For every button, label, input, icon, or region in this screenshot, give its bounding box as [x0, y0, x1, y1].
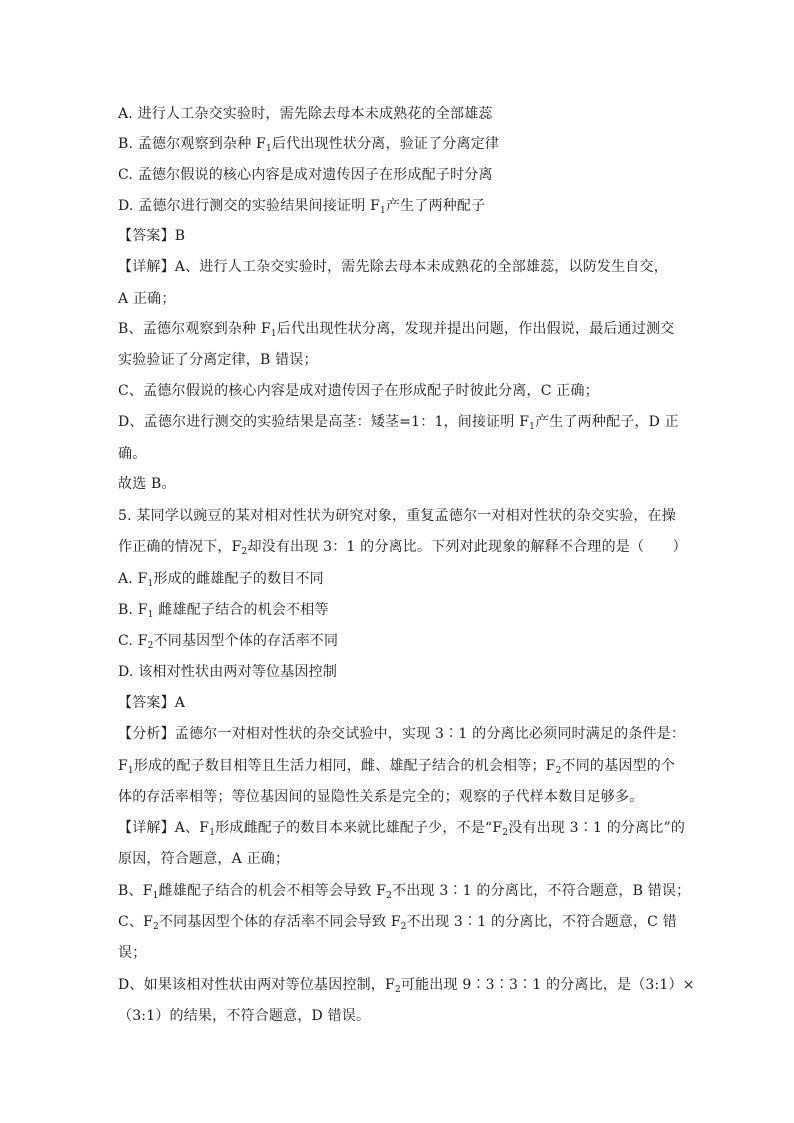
subscript: 1: [147, 579, 154, 589]
text-line: [118, 631, 338, 651]
text-run: 形成的雌雄配子的数目不同: [153, 571, 324, 587]
text-run: 不出现 3∶1 的分离比，不符合题意，B 错误；: [392, 883, 691, 899]
text-line: [118, 724, 685, 744]
text-run: 雌雄配子结合的机会不相等会导致 F: [158, 883, 387, 899]
text-run: 没有出现 3∶1 的分离比”的: [508, 820, 686, 836]
text-run: C、孟德尔假说的核心内容是成对遗传因子在形成配子时彼此分离，C 正确；: [118, 383, 599, 399]
text-run: 【答案】A: [118, 695, 186, 711]
text-run: A. F: [118, 571, 148, 587]
text-run: C、F: [118, 914, 154, 930]
text-line: [118, 600, 329, 620]
text-run: C. 孟德尔假说的核心内容是成对遗传因子在形成配子时分离: [118, 167, 493, 183]
text-run: 形成的配子数目相等且生活力相同，雌、雄配子结合的机会相等；F: [133, 758, 556, 774]
text-run: B、孟德尔观察到杂种 F: [118, 321, 271, 337]
text-line: [118, 569, 324, 589]
text-line: [118, 257, 668, 277]
text-line: [118, 849, 289, 869]
subscript: 1: [270, 329, 277, 339]
text-run: 不同的基因型的个: [561, 758, 676, 774]
text-run: 不出现 3∶1 的分离比，不符合题意，C 错: [406, 914, 677, 930]
text-line: [118, 319, 674, 339]
subscript: 1: [529, 422, 536, 432]
subscript: 2: [386, 891, 393, 901]
subscript: 1: [147, 610, 154, 620]
text-run: B. F: [118, 602, 148, 618]
text-line: [118, 474, 176, 494]
text-line: [118, 975, 695, 995]
text-run: 5. 某同学以豌豆的某对相对性状为研究对象，重复孟德尔一对相对性状的杂交实验，在操: [118, 508, 677, 524]
text-run: 【答案】B: [118, 228, 186, 244]
text-line: [118, 537, 687, 557]
subscript: 2: [400, 922, 407, 932]
text-run: 雌雄配子结合的机会不相等: [153, 602, 329, 618]
text-run: 【详解】A、进行人工杂交实验时，需先除去母本未成熟花的全部雄蕊，以防发生自交，: [118, 259, 668, 275]
text-line: [118, 165, 493, 185]
text-line: [118, 881, 690, 901]
text-line: [118, 381, 599, 401]
text-run: F: [118, 758, 128, 774]
text-run: 作正确的情况下，F: [118, 539, 242, 555]
text-line: [118, 444, 146, 464]
text-run: 原因，符合题意，A 正确；: [118, 851, 290, 867]
subscript: 1: [209, 828, 216, 838]
text-line: [118, 226, 185, 246]
subscript: 2: [153, 922, 159, 932]
text-run: 后代出现性状分离，验证了分离定律: [271, 136, 500, 152]
text-run: （3:1）的结果，不符合题意，D 错误。: [118, 1008, 371, 1024]
subscript: 2: [502, 828, 509, 838]
text-run: 体的存活率相等；等位基因间的显隐性关系是完全的；观察的子代样本数目足够多。: [118, 789, 644, 805]
text-run: 形成雌配子的数目本来就比雄配子少，不是“F: [215, 820, 503, 836]
text-line: [118, 350, 318, 370]
text-run: D、如果该相对性状由两对等位基因控制，F: [118, 977, 395, 993]
text-run: B. 孟德尔观察到杂种 F: [118, 136, 266, 152]
text-run: D、孟德尔进行测交的实验结果是高茎：矮茎=1：1，间接证明 F: [118, 414, 530, 430]
subscript: 1: [152, 891, 159, 901]
text-run: A. 进行人工杂交实验时，需先除去母本未成熟花的全部雄蕊: [118, 106, 493, 122]
text-run: 不同基因型个体的存活率不同: [153, 633, 339, 649]
subscript: 1: [380, 206, 386, 216]
subscript: 2: [555, 766, 562, 776]
text-run: D. 孟德尔进行测交的实验结果间接证明 F: [118, 198, 380, 214]
text-line: [118, 693, 185, 713]
text-line: [118, 1006, 370, 1026]
subscript: 1: [127, 766, 134, 776]
text-run: 可能出现 9∶3∶3∶1 的分离比，是（3:1）×: [400, 977, 695, 993]
subscript: 2: [394, 985, 401, 995]
text-line: [118, 289, 176, 309]
text-line: [118, 104, 493, 124]
subscript: 2: [147, 641, 154, 651]
text-run: 【详解】A、F: [118, 820, 210, 836]
text-line: [118, 756, 675, 776]
text-run: 误；: [118, 945, 147, 961]
text-run: A 正确；: [118, 291, 176, 307]
text-run: 实验验证了分离定律，B 错误；: [118, 352, 318, 368]
text-run: 后代出现性状分离，发现并提出问题，作出假说，最后通过测交: [276, 321, 675, 337]
text-line: [118, 412, 679, 432]
text-line: [118, 943, 146, 963]
text-line: [118, 662, 337, 682]
text-line: [118, 818, 685, 838]
text-run: 故选 B。: [118, 476, 176, 492]
text-run: 产生了两种配子，D 正: [535, 414, 679, 430]
text-run: B、F: [118, 883, 153, 899]
text-run: 产生了两种配子: [385, 198, 486, 214]
text-line: [118, 196, 485, 216]
text-run: 【分析】孟德尔一对相对性状的杂交试验中，实现 3∶1 的分离比必须同时满足的条件是：: [118, 726, 686, 742]
text-run: D. 该相对性状由两对等位基因控制: [118, 664, 338, 680]
text-run: 确。: [118, 446, 147, 462]
text-run: 不同基因型个体的存活率不同会导致 F: [158, 914, 401, 930]
text-run: 却没有出现 3：1 的分离比。下列对此现象的解释不合理的是（ ）: [247, 539, 687, 555]
subscript: 2: [241, 547, 248, 557]
text-run: C. F: [118, 633, 148, 649]
text-line: [118, 912, 677, 932]
text-line: [118, 134, 499, 154]
subscript: 1: [265, 144, 272, 154]
text-line: [118, 506, 676, 526]
text-line: [118, 787, 643, 807]
